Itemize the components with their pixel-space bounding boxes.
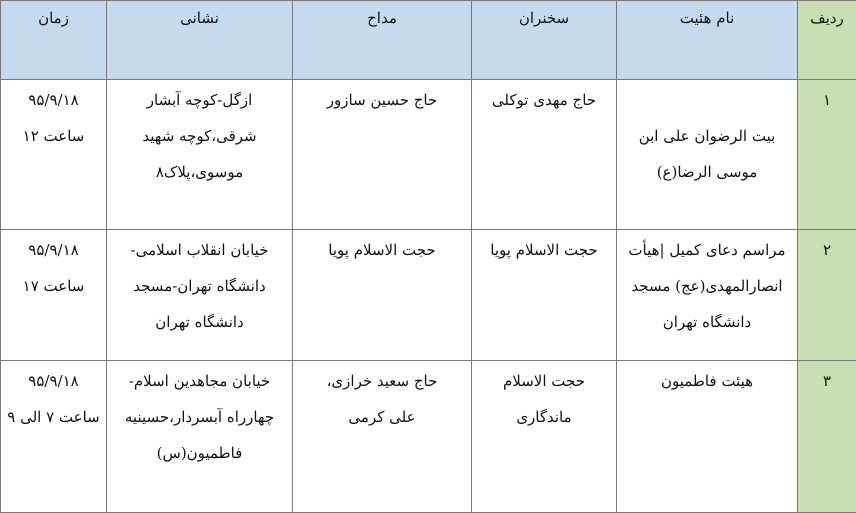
date-line: ۹۵/۹/۱۸ xyxy=(28,91,79,110)
address-line: خیابان مجاهدین اسلام- xyxy=(128,372,271,391)
time-cell xyxy=(1,229,107,361)
header-row xyxy=(1,1,856,80)
speaker-cell xyxy=(472,361,617,513)
row-index: ۱ xyxy=(822,91,832,110)
date-line: ۹۵/۹/۱۸ xyxy=(28,372,79,391)
row-index: ۲ xyxy=(822,240,832,259)
name-line: دانشگاه تهران xyxy=(662,312,752,331)
speaker-line: ماندگاری xyxy=(516,408,572,427)
address-line: دانشگاه تهران xyxy=(155,312,244,331)
address-cell xyxy=(107,229,293,361)
name-cell xyxy=(617,361,798,513)
hour-line: ساعت ۱۷ xyxy=(22,276,85,295)
date-line: ۹۵/۹/۱۸ xyxy=(28,240,79,259)
address-line: چهارراه آبسردار،حسینیه xyxy=(124,408,275,427)
name-line: موسی الرضا(ع) xyxy=(656,163,758,182)
eulogist-cell xyxy=(293,80,472,230)
address-cell xyxy=(107,361,293,513)
eulogist-cell xyxy=(293,229,472,361)
header-name: نام هئیت xyxy=(617,1,798,80)
speaker-line: حاج مهدی توکلی xyxy=(491,91,597,110)
name-line: هیئت فاطمیون xyxy=(660,372,754,391)
address-line: ازگل-کوچه آبشار xyxy=(146,91,253,110)
address-line: فاطمیون(س) xyxy=(156,444,243,463)
table-row xyxy=(1,361,856,513)
row-index: ۳ xyxy=(822,372,832,391)
eulogist-cell xyxy=(293,361,472,513)
row-index-cell xyxy=(798,80,856,230)
speaker-cell xyxy=(472,80,617,230)
speaker-cell xyxy=(472,229,617,361)
table-row xyxy=(1,80,856,230)
row-index-cell xyxy=(798,361,856,513)
header-time: زمان xyxy=(1,1,107,80)
speaker-line: حجت الاسلام xyxy=(503,372,585,391)
header-address: نشانی xyxy=(107,1,293,80)
eulogist-line: حاج حسین سازور xyxy=(326,91,438,110)
address-line: شرقی،کوچه شهید xyxy=(142,127,257,146)
time-cell xyxy=(1,361,107,513)
address-cell xyxy=(107,80,293,230)
table-row xyxy=(1,229,856,361)
header-speaker: سخنران xyxy=(472,1,617,80)
row-index-cell xyxy=(798,229,856,361)
time-cell xyxy=(1,80,107,230)
name-line: مراسم دعای کمیل |هیأت xyxy=(628,240,786,259)
header-eulogist: مداح xyxy=(293,1,472,80)
name-line: بیت الرضوان علی ابن xyxy=(638,127,776,146)
name-cell xyxy=(617,229,798,361)
eulogist-line: علی کرمی xyxy=(348,408,416,427)
hour-line: ساعت ۷ الی ۹ xyxy=(7,408,100,427)
address-line: خیابان انقلاب اسلامی- xyxy=(130,240,269,259)
name-line: انصارالمهدی(عج) مسجد xyxy=(631,276,783,295)
speaker-line: حجت الاسلام پویا xyxy=(490,240,598,259)
eulogist-line: حجت الاسلام پویا xyxy=(328,240,436,259)
hour-line: ساعت ۱۲ xyxy=(22,127,85,146)
header-index: ردیف xyxy=(798,1,856,80)
name-cell xyxy=(617,80,798,230)
address-line: موسوی،پلاک۸ xyxy=(155,163,244,182)
address-line: دانشگاه تهران-مسجد xyxy=(133,276,266,295)
eulogist-line: حاج سعید خرازی، xyxy=(326,372,438,391)
